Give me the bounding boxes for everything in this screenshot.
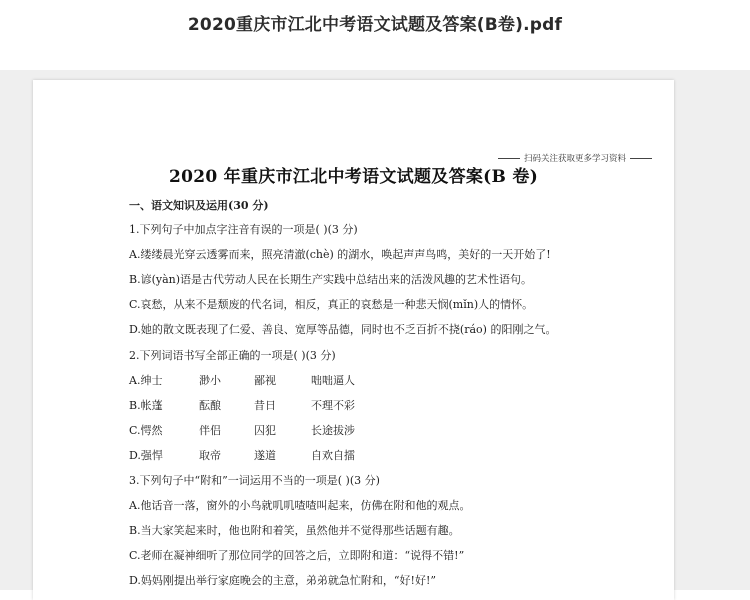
q2-word: 自欢自擂 [311, 449, 355, 462]
watermark-dash-left [498, 158, 520, 159]
watermark-dash-right [630, 158, 652, 159]
q2-word: A.绅士 [129, 374, 163, 387]
q1-option-a: A.缕缕晨光穿云透雾而来，照亮清澈(chè) 的湖水，唤起声声鸟鸣，美好的一天开始了! [129, 248, 551, 261]
q2-stem: 2.下列词语书写全部正确的一项是( )(3 分) [129, 349, 336, 362]
q2-word: 酝酿 [199, 399, 221, 412]
q2-word: C.愕然 [129, 424, 163, 437]
q1-option-d: D.她的散文既表现了仁爱、善良、宽厚等品德，同时也不乏百折不挠(ráo) 的阳刚之气。 [129, 323, 557, 336]
q2-word: B.帐蓬 [129, 399, 163, 412]
section-heading: 一、语文知识及运用(30 分) [129, 199, 269, 212]
q2-word: 咄咄逼人 [311, 374, 355, 387]
q2-word: D.强悍 [129, 449, 163, 462]
q2-word: 遂道 [254, 449, 276, 462]
q2-word: 渺小 [199, 374, 221, 387]
q2-word: 鄙视 [254, 374, 276, 387]
q3-option-d: D.妈妈刚提出举行家庭晚会的主意，弟弟就急忙附和，“好!好!” [129, 574, 437, 587]
q3-option-a: A.他话音一落，窗外的小鸟就叽叽喳喳叫起来，仿佛在附和他的观点。 [129, 499, 471, 512]
viewer-header [0, 0, 750, 70]
q3-option-b: B.当大家笑起来时，他也附和着笑，虽然他并不觉得那些话题有趣。 [129, 524, 460, 537]
q1-stem: 1.下列句子中加点字注音有误的一项是( )(3 分) [129, 223, 358, 236]
q3-option-c: C.老师在凝神细听了那位同学的回答之后，立即附和道：“说得不错!” [129, 549, 465, 562]
q1-option-b: B.谚(yàn)语是古代劳动人民在长期生产实践中总结出来的活泼风趣的艺术性语句。 [129, 273, 533, 286]
q2-word: 取帝 [199, 449, 221, 462]
q2-word: 伴侣 [199, 424, 221, 437]
file-title: 2020重庆市江北中考语文试题及答案(B卷).pdf [187, 15, 563, 35]
q1-option-c: C.哀愁，从来不是颓废的代名词，相反，真正的哀愁是一种悲天悯(mǐn)人的情怀。 [129, 298, 534, 311]
pdf-page [33, 80, 674, 600]
q2-word: 不理不彩 [311, 399, 355, 412]
q2-word: 昔日 [254, 399, 276, 412]
q2-word: 长途拔涉 [311, 424, 355, 437]
watermark-text: 扫码关注获取更多学习资料 [523, 154, 626, 164]
q3-stem: 3.下列句子中“附和”一词运用不当的一项是( )(3 分) [129, 474, 380, 487]
exam-title: 2020 年重庆市江北中考语文试题及答案(B 卷) [168, 167, 539, 187]
q2-word: 囚犯 [254, 424, 276, 437]
